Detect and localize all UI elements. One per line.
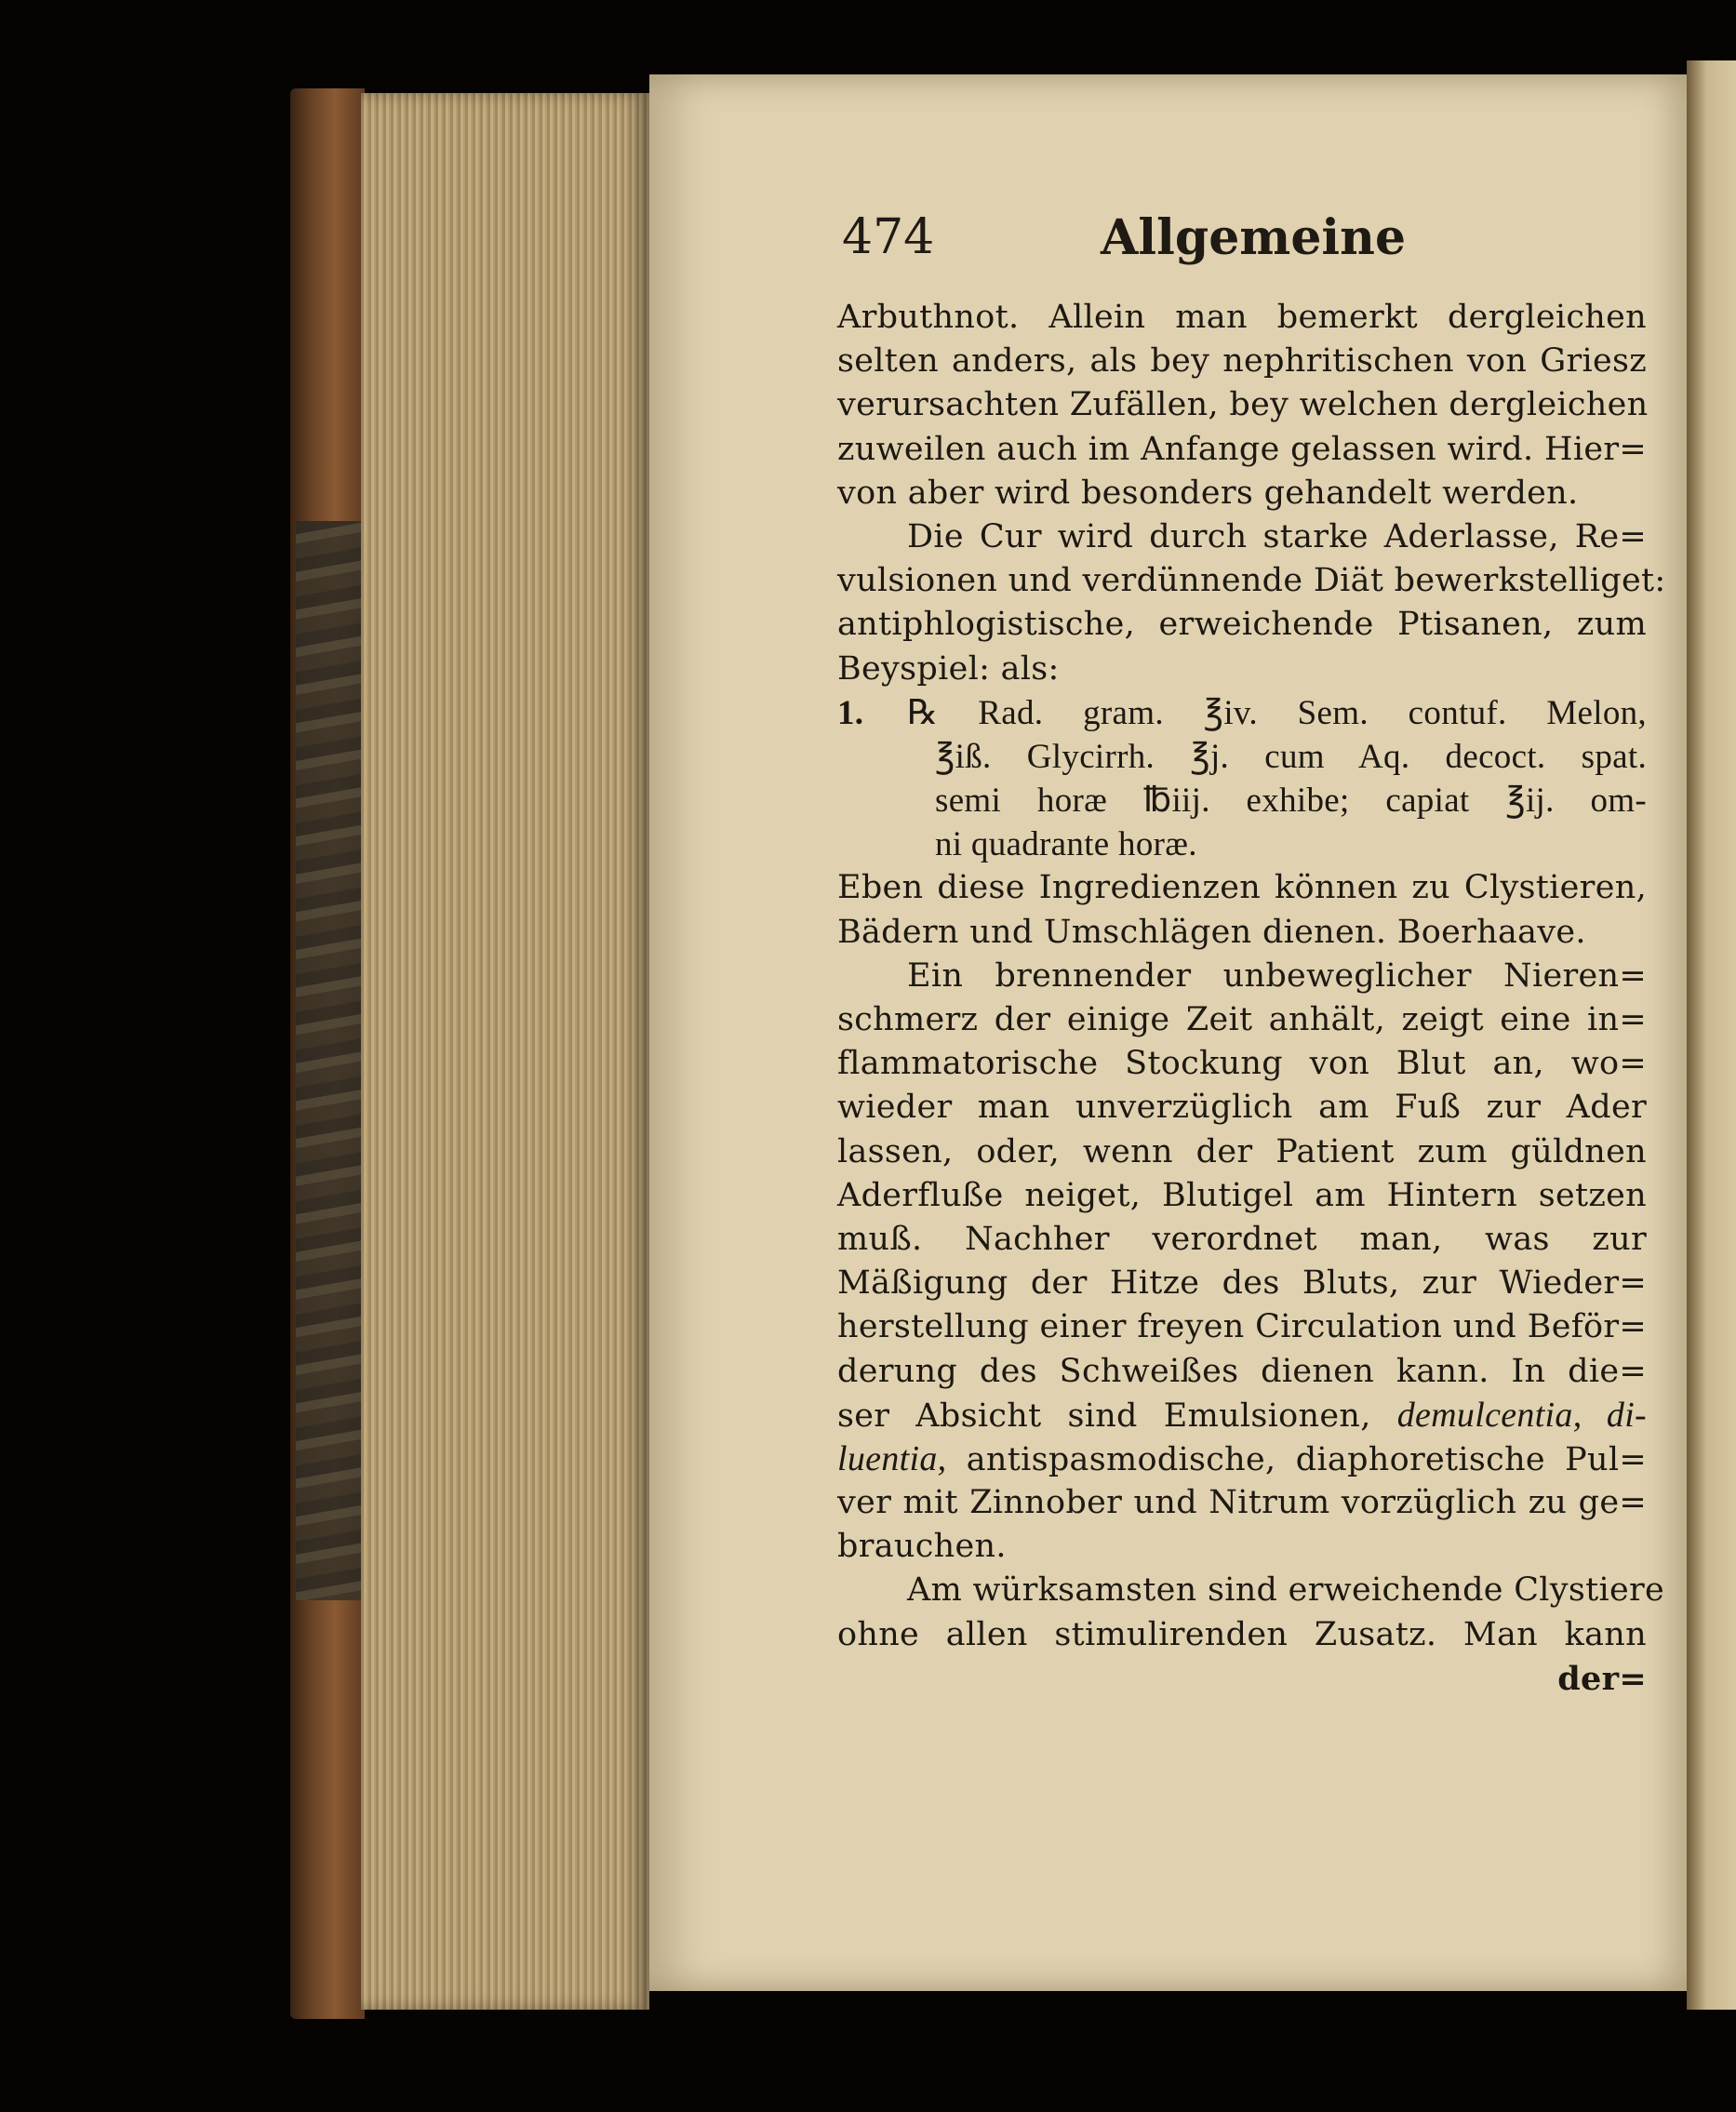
- text-segment: antispasmodische, diaphoretische Pul=: [966, 1440, 1647, 1478]
- page-stack-edges: [361, 93, 649, 2010]
- text-line: vulsionen und verdünnende Diät bewerkstelliget:: [837, 562, 1666, 600]
- text-line: Eben diese Ingredienzen können zu Clystieren,: [837, 869, 1647, 907]
- text-line: wieder man unverzüglich am Fuß zur Ader: [837, 1089, 1647, 1127]
- text-segment: ser Absicht sind Emulsionen,: [837, 1397, 1371, 1435]
- text-line: flammatorische Stockung von Blut an, wo=: [837, 1045, 1647, 1083]
- prescription-line: ni quadrante horæ.: [935, 825, 1197, 864]
- text-line: zuweilen auch im Anfange gelassen wird. Hier=: [837, 430, 1647, 468]
- running-head: [842, 209, 1407, 274]
- text-line: [837, 1437, 1647, 1481]
- text-line: ver mit Zinnober und Nitrum vorzüglich zu ge=: [837, 1484, 1647, 1522]
- text-line: antiphlogistische, erweichende Ptisanen, zum: [837, 606, 1647, 644]
- text-line: Mäßigung der Hitze des Bluts, zur Wieder=: [837, 1264, 1647, 1303]
- prescription-number: 1.: [837, 693, 864, 732]
- text-line: derung des Schweißes dienen kann. In die=: [837, 1352, 1647, 1390]
- body-text: [837, 296, 1666, 1701]
- text-line: lassen, oder, wenn der Patient zum güldnen: [837, 1132, 1647, 1170]
- page-number: 474: [842, 209, 935, 265]
- text-line: verursachten Zufällen, bey welchen dergleichen: [837, 386, 1649, 424]
- text-line: [837, 1394, 1647, 1437]
- text-line: Ein brennender unbeweglicher Nieren=: [907, 956, 1647, 995]
- prescription-line: [837, 691, 1647, 735]
- prescription-text: ℞ Rad. gram. ℥iv. Sem. contuf. Melon,: [907, 693, 1647, 732]
- facing-page-edge: [1687, 60, 1736, 2010]
- text-line: herstellung einer freyen Circulation und Beför=: [837, 1308, 1647, 1346]
- text-line: schmerz der einige Zeit anhält, zeigt eine in=: [837, 1001, 1647, 1038]
- prescription-line: semi horæ ℔iij. exhibe; capiat ℥ij. om-: [935, 782, 1647, 821]
- cover-marbling: [296, 521, 361, 1600]
- text-line: Die Cur wird durch starke Aderlasse, Re=: [907, 517, 1647, 555]
- text-line: muß. Nachher verordnet man, was zur: [837, 1220, 1647, 1258]
- text-line: brauchen.: [837, 1528, 1007, 1566]
- text-line: Arbuthnot. Allein man bemerkt dergleichen: [837, 299, 1647, 336]
- catchword: der=: [1557, 1659, 1647, 1698]
- running-title: Allgemeine: [1101, 209, 1407, 266]
- text-line: von aber wird besonders gehandelt werden.: [837, 474, 1579, 512]
- text-line: selten anders, als bey nephritischen von Griesz: [837, 342, 1647, 381]
- italic-term: luentia,: [837, 1438, 947, 1478]
- prescription-line: ℥iß. Glycirrh. ℥j. cum Aq. decoct. spat.: [935, 737, 1647, 776]
- text-line: Beyspiel: als:: [837, 649, 1060, 688]
- text-line: Bädern und Umschlägen dienen. Boerhaave.: [837, 913, 1586, 951]
- text-line: ohne allen stimulirenden Zusatz. Man kann: [837, 1615, 1647, 1653]
- text-line: Am würksamsten sind erweichende Clystiere: [907, 1571, 1665, 1610]
- italic-term: demulcentia, di-: [1396, 1395, 1648, 1435]
- text-line: Aderfluße neiget, Blutigel am Hintern setzen: [837, 1176, 1647, 1214]
